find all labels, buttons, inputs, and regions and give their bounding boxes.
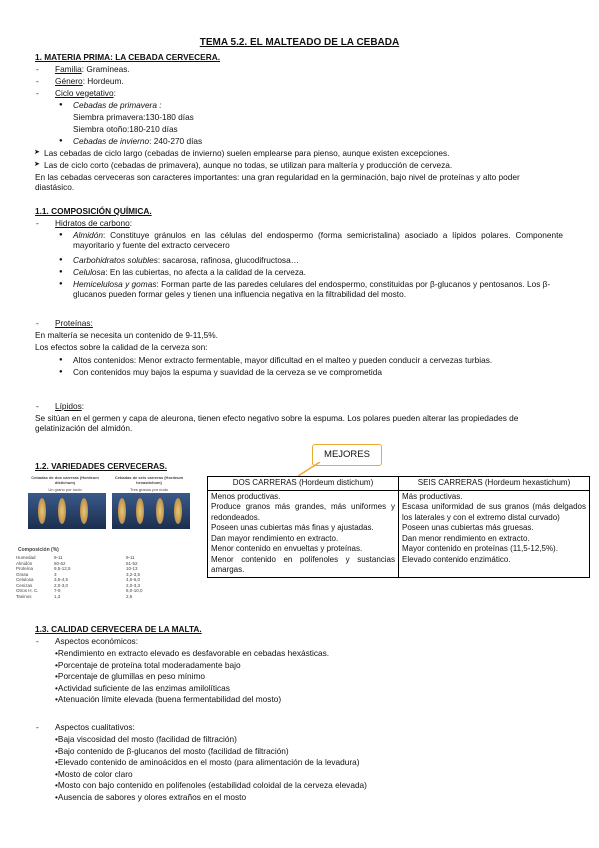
composition-cell: 2,0-3,3: [126, 582, 141, 588]
list-item: [55, 694, 329, 706]
proteinas-label: Proteínas:: [55, 318, 93, 328]
invierno-item: [73, 136, 202, 146]
list-item: [55, 746, 367, 758]
list-item-text: Porcentaje de proteína total moderadamente bajo: [57, 659, 241, 670]
solubles-item: [73, 255, 299, 265]
bullet-icon: •: [55, 768, 58, 779]
img-left-title: Cebadas de dos carreras (Hordeum distichum): [31, 475, 99, 485]
two-row-barley-photo: [28, 493, 106, 529]
invierno-label: Cebadas de invierno: [73, 136, 150, 146]
ciclo-line: [55, 88, 116, 98]
varieties-comparison-table: [207, 476, 590, 578]
familia-value: : Gramíneas.: [81, 64, 130, 74]
composition-cell: 2,0-3,0: [54, 582, 69, 588]
section-1-1-heading: 1.1. COMPOSICIÓN QUÍMICA.: [35, 206, 152, 216]
list-item: [55, 648, 329, 660]
composition-cell: Cenizas: [16, 582, 33, 588]
bullet-icon: •: [55, 694, 58, 705]
almidon-text: : Constituye gránulos en las células del endospermo (forma semicristalina) asociado a lípidos polares. Componente mayoritario y fuente del extracto cervecero: [73, 230, 563, 251]
img-right-title: Cebadas de seis carreras (Hordeum hexastichum): [114, 475, 184, 485]
composition-row: [16, 593, 176, 600]
list-item: [55, 757, 367, 769]
hemi-text: : Forman parte de las paredes celulares del endospermo, constituidas por β-glucanos y pentosanos. Los β-glucanos pueden formar geles y tienen una influencia negativa en la filtrabilidad del mosto.: [73, 279, 551, 300]
composition-cell: Almidón: [16, 560, 33, 566]
siembra-otono: Siembra otoño:180-210 días: [73, 124, 178, 134]
bullet-icon: •: [55, 745, 58, 756]
seis-carreras-item: Elevado contenido enzimático.: [402, 554, 511, 564]
six-row-barley-photo: [112, 493, 190, 529]
composition-title: Composición (%): [18, 547, 59, 553]
lipidos-label: Lípidos: [55, 401, 82, 411]
celulosa-term: Celulosa: [73, 267, 106, 277]
grain-icon: [80, 498, 88, 524]
dos-carreras-item: Dan mayor rendimiento en extracto.: [211, 533, 339, 543]
list-item-text: Mosto con bajo contenido en polifenoles (estabilidad coloidal de la cerveza elevada): [57, 780, 367, 791]
aspectos-cualitativos-list: [55, 734, 367, 804]
dos-carreras-item: Menor contenido en polifenoles y sustancias amargas.: [211, 554, 395, 574]
mejores-callout: MEJORES: [312, 444, 382, 466]
composition-cell: Grasa: [16, 571, 29, 577]
proteinas-bullet-1: ● Altos contenidos: Menor extracto fermentable, mayor dificultad en el malteo y pueden conducir a cervezas turbias.: [73, 355, 492, 365]
col-header-seis-carreras: SEIS CARRERAS (Hordeum hexastichum): [399, 477, 590, 491]
lipidos-line: [55, 401, 84, 411]
genero-value: : Hordeum.: [82, 76, 124, 86]
composition-cell: 10-13: [126, 566, 138, 571]
bullet-icon: •: [55, 791, 58, 802]
grain-icon: [58, 498, 66, 524]
ciclo-label: Ciclo vegetativo: [55, 88, 114, 98]
solubles-term: Carbohidratos solubles: [73, 255, 158, 265]
grain-icon: [156, 498, 164, 524]
composition-cell: 7-9: [54, 588, 61, 593]
seis-carreras-item: Más productivas.: [402, 491, 463, 501]
lipidos-colon: :: [81, 401, 85, 411]
dash: -: [36, 318, 39, 328]
lipidos-text: Se sitúan en el germen y capa de aleurona, tienen efecto negativo sobre la espuma. Los polares pueden alterar las propiedades de gelatinización del almidón.: [35, 413, 519, 434]
aspectos-cualitativos-label: Aspectos cualitativos:: [55, 722, 135, 732]
section-1-2-heading: 1.2. VARIEDADES CERVECERAS.: [35, 461, 168, 471]
aspectos-economicos-list: [55, 648, 329, 706]
arrow-note-2: ➤ Las de ciclo corto (cebadas de primavera), aunque no todas, se utilizan para maltería y producción de cerveza.: [44, 160, 452, 170]
dos-carreras-cell: [208, 490, 399, 577]
hidratos-line: [55, 218, 132, 228]
composition-cell: 1,3: [54, 593, 61, 599]
celulosa-item: [73, 267, 306, 277]
proteinas-text-1: En maltería se necesita un contenido de 9-11,5%.: [35, 330, 218, 340]
composition-cell: Proteína: [16, 566, 34, 571]
arrow-note-1: ➤ Las cebadas de ciclo largo (cebadas de invierno) suelen emplearse para pienso, aunque existen excepciones.: [44, 148, 449, 158]
bullet-icon: •: [55, 757, 58, 768]
dos-carreras-item: Poseen unas cubiertas más finas y ajustadas.: [211, 523, 374, 532]
img-left-sub: Un grano por nudo: [48, 487, 82, 492]
list-item: [55, 683, 329, 695]
list-item: [55, 792, 367, 804]
genero-label: Género: [55, 76, 83, 86]
list-item-text: Mosto de color claro: [57, 768, 133, 779]
dash: -: [36, 76, 39, 86]
composition-cell: 3: [54, 571, 57, 577]
familia-label: Familia: [55, 64, 82, 74]
ciclo-colon: :: [113, 88, 116, 98]
celulosa-text: : En las cubiertas, no afecta a la calidad de la cerveza.: [105, 267, 306, 277]
proteinas-bullet-2: ● Con contenidos muy bajos la espuma y suavidad de la cerveza se ve comprometida: [73, 367, 382, 377]
composition-cell: 2,6: [126, 593, 133, 599]
hidratos-colon: :: [129, 218, 133, 228]
bullet-icon: •: [55, 682, 58, 693]
primavera-item: ● Cebadas de primavera :: [73, 100, 162, 110]
composition-cell: 3,2-3,5: [126, 571, 141, 577]
dash: -: [36, 636, 39, 646]
list-item-text: Baja viscosidad del mosto (facilidad de filtración): [57, 734, 237, 744]
composition-cell: Taninos: [16, 593, 32, 599]
seis-carreras-item: Poseen unas cubiertas más gruesas.: [402, 523, 534, 532]
grain-icon: [174, 498, 182, 524]
composition-cell: Humedad: [16, 555, 36, 560]
seis-carreras-cell: [399, 490, 590, 577]
composition-cell: 8,0-10,0: [126, 588, 143, 593]
almidon-term: Almidón: [73, 230, 103, 240]
dash: -: [36, 64, 39, 74]
list-item: [55, 769, 367, 781]
list-item-text: Atenuación límite elevada (buena fermentabilidad del mosto): [57, 694, 282, 705]
solubles-text: : sacarosa, rafinosa, glucodifructosa…: [157, 255, 299, 265]
composition-cell: 9-11: [54, 555, 63, 560]
grain-icon: [38, 498, 46, 524]
section-1-3-heading: 1.3. CALIDAD CERVECERA DE LA MALTA.: [35, 624, 202, 634]
dos-carreras-item: Menos productivas.: [211, 491, 281, 501]
img-right-sub: Tres granos por nudo: [129, 487, 169, 492]
grain-icon: [136, 498, 144, 524]
seis-carreras-item: Dan menor rendimiento en extracto.: [402, 533, 530, 543]
composition-cell: 4,5-6,0: [126, 577, 141, 582]
bullet-icon: •: [55, 734, 58, 744]
familia-line: [55, 64, 130, 74]
composition-cell: 60-62: [54, 560, 66, 566]
hemicelulosa-item: [73, 279, 563, 300]
dash: -: [36, 88, 39, 98]
composition-cell: 9-11: [126, 555, 135, 560]
bullet-icon: •: [55, 780, 58, 791]
col-header-dos-carreras: DOS CARRERAS (Hordeum distichum): [208, 477, 399, 491]
dash: -: [36, 401, 39, 411]
list-item: [55, 734, 367, 746]
composition-cell: Celulosa: [16, 577, 34, 582]
bullet-icon: •: [55, 659, 58, 670]
composition-cell: 9,5-12,5: [54, 566, 71, 571]
list-item: [55, 671, 329, 683]
paragraph-caracteres: En las cebadas cerveceras son caracteres importantes: una gran regularidad en la germinación, bajo nivel de proteínas y alto poder diastásico.: [35, 172, 520, 193]
genero-line: [55, 76, 124, 86]
list-item: [55, 660, 329, 672]
list-item-text: Actividad suficiente de las enzimas amilolíticas: [57, 682, 230, 693]
page-title: TEMA 5.2. EL MALTEADO DE LA CEBADA: [199, 37, 400, 48]
list-item-text: Porcentaje de glumillas en peso mínimo: [57, 671, 206, 682]
bullet-icon: •: [55, 671, 58, 682]
hemi-term: Hemicelulosa y gomas: [73, 279, 157, 289]
seis-carreras-item: Mayor contenido en proteínas (11,5-12,5%).: [402, 544, 558, 553]
hidratos-label: Hidratos de carbono: [55, 218, 130, 228]
dos-carreras-item: Menor contenido en envueltas y proteínas.: [211, 544, 363, 553]
aspectos-economicos-label: Aspectos económicos:: [55, 636, 139, 646]
list-item-text: Bajo contenido de β-glucanos del mosto (facilidad de filtración): [57, 745, 289, 756]
section-1-heading: 1. MATERIA PRIMA: LA CEBADA CERVECERA.: [35, 52, 220, 62]
almidon-item: [73, 230, 563, 251]
composition-cell: 51-52: [126, 560, 138, 566]
grain-icon: [118, 498, 126, 524]
bullet-icon: •: [55, 648, 58, 658]
list-item: [55, 780, 367, 792]
list-item-text: Elevado contenido de aminoácidos en el mosto (para alimentación de la levadura): [57, 757, 360, 768]
barley-varieties-image: [16, 473, 198, 613]
composition-table: [16, 555, 176, 599]
siembra-primavera: Siembra primavera:130-180 días: [73, 112, 194, 122]
proteinas-text-2: Los efectos sobre la calidad de la cerveza son:: [35, 342, 208, 352]
list-item-text: Rendimiento en extracto elevado es desfavorable en cebadas hexásticas.: [57, 648, 330, 658]
list-item-text: Ausencia de sabores y olores extraños en el mosto: [57, 791, 247, 802]
composition-cell: 3,5-4,5: [54, 577, 69, 582]
dos-carreras-item: Produce granos más grandes, más uniformes y redondeados.: [211, 502, 395, 522]
dash: -: [36, 218, 39, 228]
composition-cell: Otros H. C.: [16, 588, 39, 593]
invierno-value: : 240-270 días: [149, 136, 203, 146]
dash: -: [36, 722, 39, 732]
seis-carreras-item: Escasa uniformidad de sus granos (más delgados los laterales y con el extremo distal curvado): [402, 502, 586, 522]
